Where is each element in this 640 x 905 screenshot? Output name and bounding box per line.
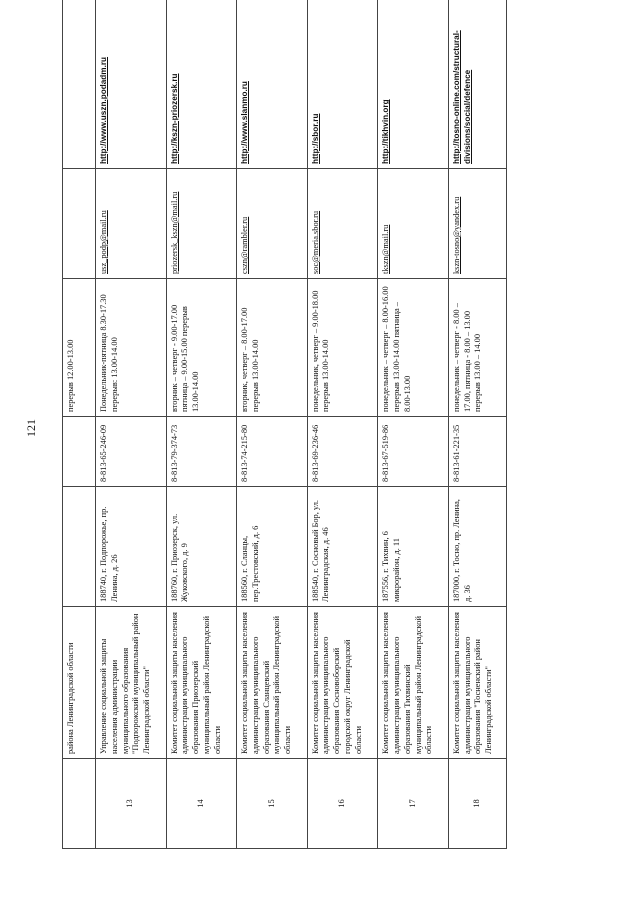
address-cell: 187556, г. Тихвин, 6 микрорайон, д. 11: [378, 487, 449, 607]
address-cell: 188740, г. Подпорожье, пр. Ленина, д. 26: [96, 487, 167, 607]
row-number: 14: [166, 759, 237, 849]
phone-cell: [63, 417, 96, 487]
website-link[interactable]: http://www.uszn.podadm.ru: [99, 56, 108, 164]
org-name-cell: района Ленинградской области: [63, 607, 96, 759]
site-cell: [307, 0, 378, 169]
address-cell: 188540, г. Сосновый Бор, ул. Ленинградская, д. 46: [307, 487, 378, 607]
email-link[interactable]: cszn@rambler.ru: [240, 216, 250, 274]
hours-cell: вторник – четверг - 9.00-17.00 пятница – 9.00-15.00 перерыв 13.00-14.00: [166, 279, 237, 417]
row-number: 17: [378, 759, 449, 849]
phone-cell: 8-813-74-215-80: [237, 417, 308, 487]
phone-cell: 8-813-79-374-73: [166, 417, 237, 487]
org-name-cell: Комитет социальной защиты населения администрации муниципального образования "Тосненский район Ленинградской области": [448, 607, 506, 759]
website-link[interactable]: http://tikhvin.org: [381, 99, 391, 164]
phone-cell: 8-813-65-246-09: [96, 417, 167, 487]
table-row: [448, 0, 506, 849]
table-row: [378, 0, 449, 849]
hours-cell: понедельник, четверг – 9.00-18.00 перерыв 13.00-14.00: [307, 279, 378, 417]
row-number: 18: [448, 759, 506, 849]
phone-cell: 8-813-67-519-86: [378, 417, 449, 487]
org-name-cell: Комитет социальной защиты населения администрации муниципального образования Приозерский муниципальный район Ленинградской области: [166, 607, 237, 759]
email-cell: [166, 169, 237, 279]
site-cell: [237, 0, 308, 169]
empty-cell: [63, 759, 96, 849]
email-link[interactable]: tkszn@mail.ru: [381, 224, 391, 274]
rotated-table-page: [62, 0, 507, 849]
org-name-cell: Комитет социальной защиты населения администрации муниципального образования Сланцевский муниципальный район Ленинградской области: [237, 607, 308, 759]
table-row-top: [63, 0, 96, 849]
address-cell: 187000, г. Тосно, пр. Ленина, д. 36: [448, 487, 506, 607]
site-cell: [166, 0, 237, 169]
phone-cell: 8-813-69-236-46: [307, 417, 378, 487]
table-row: [166, 0, 237, 849]
email-cell: [307, 169, 378, 279]
hours-cell: понедельник – четверг - 8.00 – 17.00, пятница - 8.00 – 13.00 перерыв 13.00 – 14.00: [448, 279, 506, 417]
address-cell: [63, 487, 96, 607]
hours-cell: Понедельник-пятница 8.30-17.30 перерыв: 13.00-14.00: [96, 279, 167, 417]
email-link[interactable]: priozersk_kszn@mail.ru: [169, 191, 179, 274]
phone-cell: 8-813-61-221-35: [448, 417, 506, 487]
email-cell: [378, 169, 449, 279]
table-row: [96, 0, 167, 849]
email-cell: [448, 169, 506, 279]
site-cell: [96, 0, 167, 169]
services-table: [62, 0, 507, 849]
site-cell: [378, 0, 449, 169]
address-cell: 188760, г. Приозерск, ул. Жуковского, д. 9: [166, 487, 237, 607]
hours-cell: вторник, четверг – 8.00-17.00 перерыв 13.00-14.00: [237, 279, 308, 417]
site-cell: [63, 0, 96, 169]
org-name-cell: Комитет социальной защиты населения администрации муниципального образования Сосновоборский городской округ Ленинградской области: [307, 607, 378, 759]
email-cell: [96, 169, 167, 279]
row-number: 13: [96, 759, 167, 849]
address-cell: 188560, г. Сланцы, пер.Трестовский, д. 6: [237, 487, 308, 607]
website-link[interactable]: http://tosno-online.com/structural-divisions/social/defence: [451, 30, 472, 164]
hours-cell: понедельник – четверг – 8.00-16.00 перерыв 13.00-14.00 пятница – 8.00-13.00: [378, 279, 449, 417]
email-link[interactable]: usz_podp@mail.ru: [99, 210, 108, 274]
page-number: 121: [24, 419, 38, 437]
website-link[interactable]: http://www.slanmo.ru: [240, 81, 250, 164]
email-link[interactable]: soc@meria.sbor.ru: [310, 210, 320, 274]
table-row: [237, 0, 308, 849]
email-cell: [63, 169, 96, 279]
hours-cell: перерыв 12.00-13.00: [63, 279, 96, 417]
row-number: 16: [307, 759, 378, 849]
email-cell: [237, 169, 308, 279]
website-link[interactable]: http://sbor.ru: [310, 113, 320, 164]
row-number: 15: [237, 759, 308, 849]
email-link[interactable]: kszn-tosno@yandex.ru: [451, 196, 461, 274]
org-name-cell: Комитет социальной защиты населения администрации муниципального образования Тихвинский муниципальный район Ленинградской области: [378, 607, 449, 759]
site-cell: [448, 0, 506, 169]
table-row: [307, 0, 378, 849]
org-name-cell: Управление социальной защиты населения администрации муниципального образования "Подпорожский муниципальный район Ленинградской области": [96, 607, 167, 759]
website-link[interactable]: http://kszn-priozersk.ru: [169, 73, 179, 164]
